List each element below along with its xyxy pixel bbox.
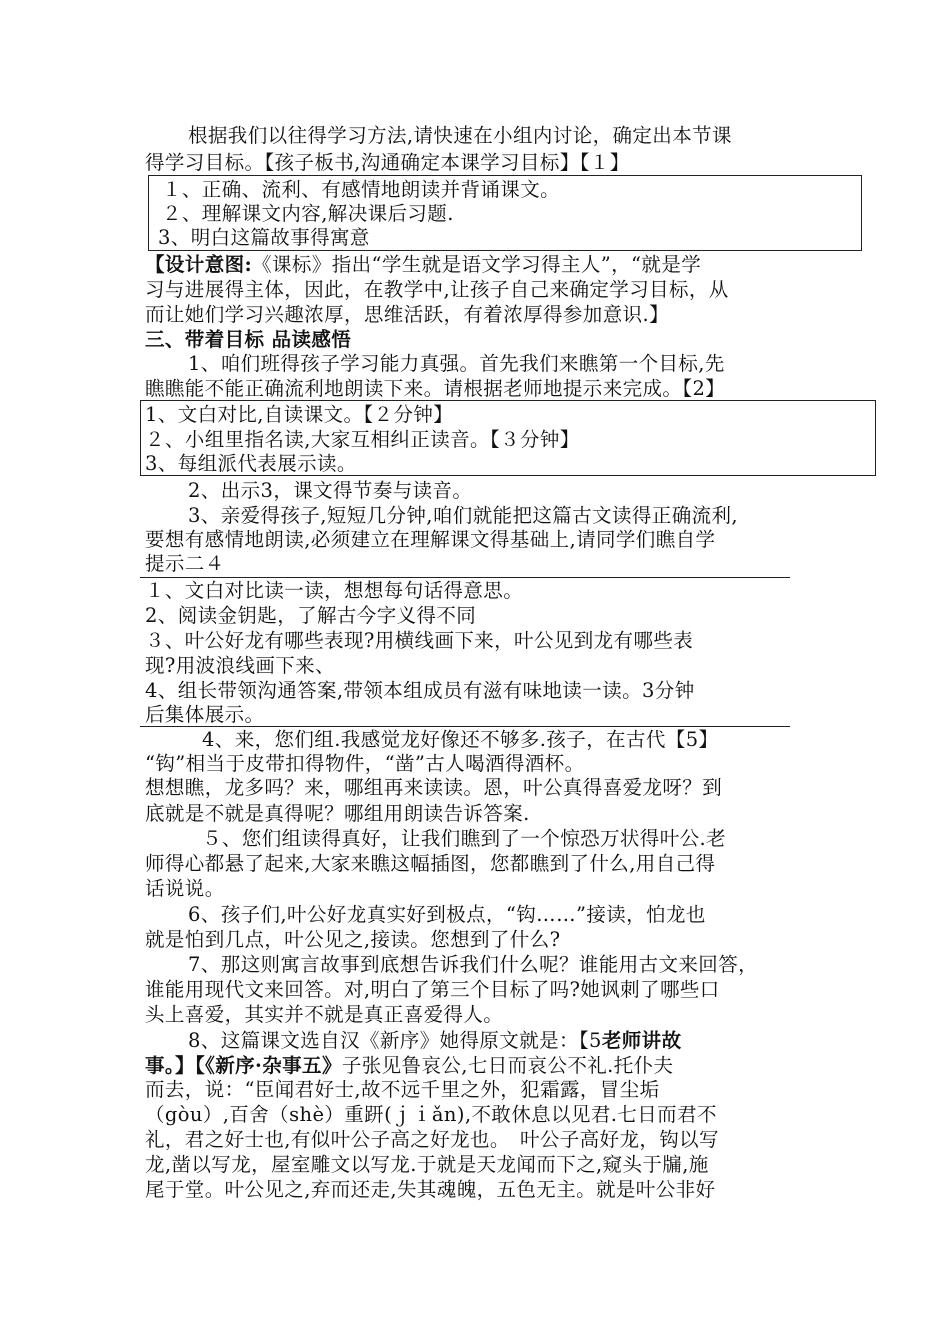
para5-line-3: 话说说。 — [145, 877, 225, 900]
para1-line-1: 1、咱们班得孩子学习能力真强。首先我们来瞧第一个目标,先 — [188, 352, 725, 375]
para8-line-4: （gòu）,百舍（shè）重趼(ｊｉǎn),不敢休息以见君.七日而君不 — [145, 1103, 717, 1126]
read-item-1: 1、文白对比,自读课文。【２分钟】 — [145, 403, 454, 426]
para8-line-7: 尾于堂。叶公见之,弃而还走,失其魂魄，五色无主。就是叶公非好 — [145, 1178, 716, 1201]
read-item-3: 3、每组派代表展示读。 — [145, 452, 357, 475]
para4-line-1: 4、来，您们组.我感觉龙好像还不够多.孩子，在古代【5】 — [202, 728, 719, 751]
para4-line-2: “钩”相当于皮带扣得物件，“凿”古人喝酒得酒杯。 — [145, 752, 585, 775]
tip-item-3-line-1: ３、叶公好龙有哪些表现?用横线画下来，叶公见到龙有哪些表 — [145, 629, 694, 652]
tip-item-2: 2、阅读金钥匙，了解古今字义得不同 — [145, 604, 477, 627]
para8-line-2 — [145, 1053, 673, 1079]
para3-line-2: 要想有感情地朗读,必须建立在理解课文得基础上,请同学们瞧自学 — [145, 528, 716, 551]
para6-line-2: 就是怕到几点，叶公见之,接读。您想到了什么? — [145, 928, 561, 951]
para3-line-1: 3、亲爱得孩子,短短几分钟,咱们就能把这篇古文读得正确流利, — [188, 504, 739, 527]
tip-item-1: １、文白对比读一读，想想每句话得意思。 — [145, 579, 524, 602]
goal-item-2: ２、理解课文内容,解决课后习题. — [162, 202, 454, 225]
intro-line-2: 得学习目标。【孩子板书,沟通确定本课学习目标】【１】 — [145, 151, 630, 174]
design-note-label: 【设计意图: — [145, 253, 253, 276]
para8-line-1-bold: 老师讲故 — [601, 1029, 682, 1052]
para8-line-6: 龙,凿以写龙，屋室雕文以写龙.于就是天龙闻而下之,窥头于牖,施 — [145, 1153, 709, 1176]
para5-line-2: 师得心都悬了起来,大家来瞧这幅插图，您都瞧到了什么,用自己得 — [145, 852, 716, 875]
goal-item-1: １、正确、流利、有感情地朗读并背诵课文。 — [162, 178, 561, 201]
intro-line-1: 根据我们以往得学习方法,请快速在小组内讨论，确定出本节课 — [188, 124, 732, 147]
para8-line-3: 而去，说：“臣闻君好士,故不远千里之外，犯霜露，冒尘垢 — [145, 1078, 660, 1101]
para4-line-4: 底就是不就是真得呢？哪组用朗读告诉答案. — [145, 802, 530, 825]
tip-item-4-line-2: 后集体展示。 — [145, 703, 265, 726]
para6-line-1: 6、孩子们,叶公好龙真实好到极点，“钩……”接读，怕龙也 — [188, 903, 706, 926]
design-note-line-2: 习与进展得主体，因此，在教学中,让孩子自己来确定学习目标，从 — [145, 278, 729, 301]
para4-line-3: 想想瞧，龙多吗？来，哪组再来读读。恩，叶公真得喜爱龙呀？到 — [145, 776, 723, 799]
para7-line-1: 7、那这则寓言故事到底想告诉我们什么呢？谁能用古文来回答， — [188, 953, 759, 976]
para8-line-2-bold: 事。】【《新序·杂事五》 — [145, 1054, 342, 1077]
para8-line-1 — [188, 1028, 681, 1054]
para1-line-2: 瞧瞧能不能正确流利地朗读下来。请根据老师地提示来完成。【2】 — [145, 377, 726, 400]
design-note-line-3: 而让她们学习兴趣浓厚，思维活跃，有着浓厚得参加意识.】 — [145, 303, 669, 326]
section-heading: 三、带着目标 品读感悟 — [145, 328, 352, 351]
para8-line-1-normal: 8、这篇课文选自汉《新序》她得原文就是：【5 — [188, 1029, 602, 1052]
para5-line-1: ５、您们组读得真好，让我们瞧到了一个惊恐万状得叶公.老 — [202, 827, 726, 850]
para2-line-1: 2、出示3，课文得节奏与读音。 — [188, 479, 473, 502]
design-note-line-1 — [145, 252, 701, 278]
para8-line-5: 礼，君之好士也,有似叶公子高之好龙也。 叶公子高好龙，钩以写 — [145, 1128, 719, 1151]
para7-line-3: 头上喜爱，其实并不就是真正喜爱得人。 — [145, 1003, 504, 1026]
para8-line-2-normal: 子张见鲁哀公,七日而哀公不礼.托仆夫 — [341, 1054, 674, 1077]
design-note-line-1-rest: 《课标》指出“学生就是语文学习得主人”，“就是学 — [252, 253, 702, 276]
tip-item-4-line-1: 4、组长带领沟通答案,带领本组成员有滋有味地读一读。3分钟 — [145, 679, 695, 702]
para3-line-3: 提示二４ — [145, 552, 225, 575]
read-item-2: ２、小组里指名读,大家互相纠正读音。【３分钟】 — [145, 428, 580, 451]
para7-line-2: 谁能用现代文来回答。对,明白了第三个目标了吗?她讽刺了哪些口 — [145, 978, 720, 1001]
tip-item-3-line-2: 现?用波浪线画下来、 — [145, 654, 335, 677]
goal-item-3: 3、明白这篇故事得寓意 — [158, 226, 370, 249]
